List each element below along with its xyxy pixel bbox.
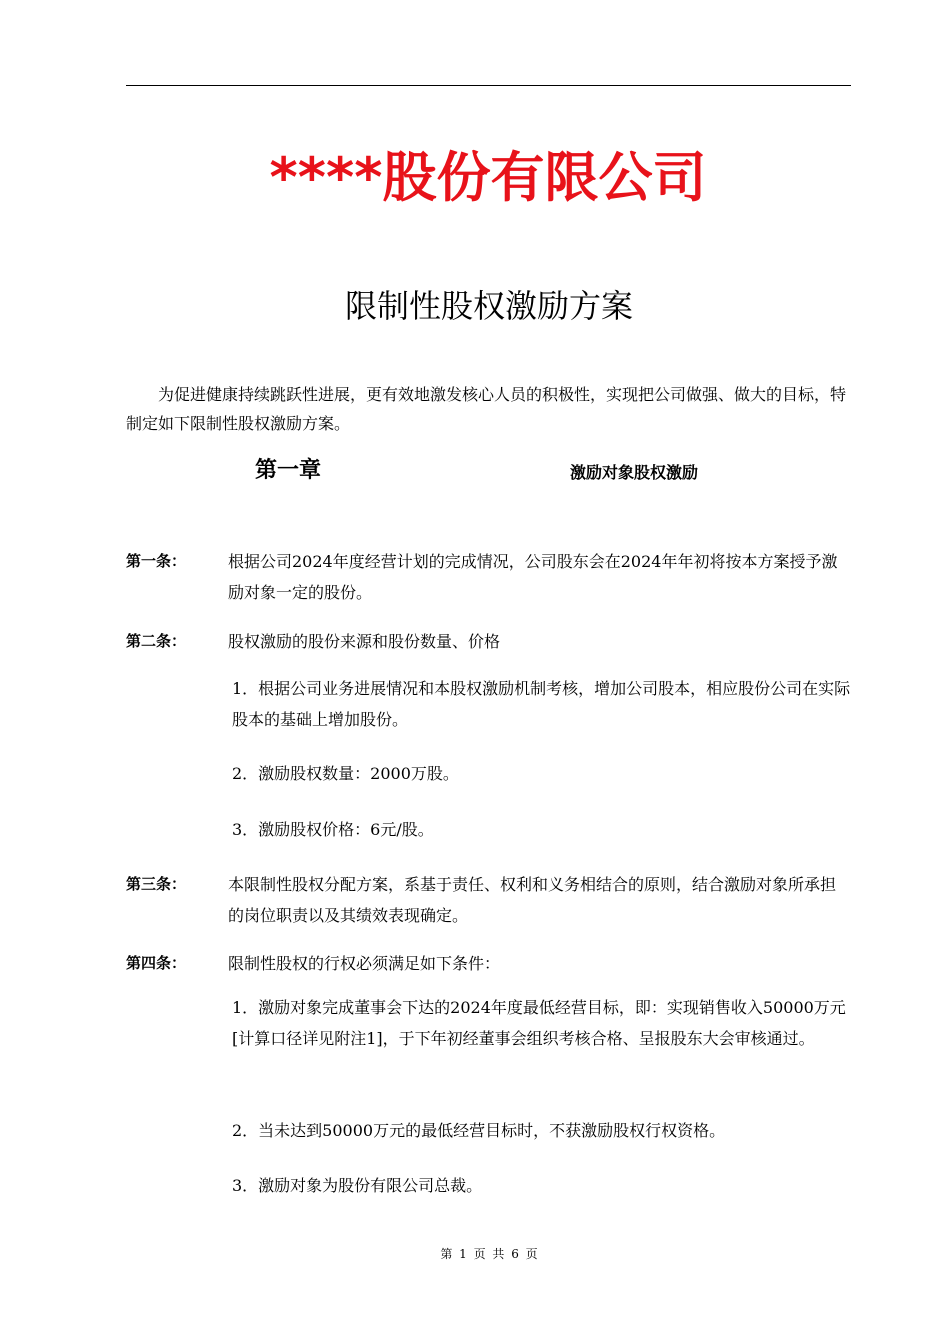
plan-title: 限制性股权激励方案 [344,287,633,325]
article-text: 限制性股权的行权必须满足如下条件： [228,954,501,973]
list-item: 3．激励对象为股份有限公司总裁。 [232,1176,483,1195]
article-text: 股权激励的股份来源和股份数量、价格 [228,632,501,651]
page-footer: 第 1 页 共 6 页 [440,1247,538,1261]
list-item: 1．激励对象完成董事会下达的2024年度最低经营目标，即：实现销售收入50000万元[计算口径详见附注1]，于下年初经董事会组织考核合格、呈报股东大会审核通过。 [232,998,846,1048]
company-name: ****股份有限公司 [269,146,707,209]
intro-paragraph: 为促进健康持续跳跃性进展，更有效地激发核心人员的积极性，实现把公司做强、做大的目标，特制定如下限制性股权激励方案。 [126,385,847,433]
article-text: 本限制性股权分配方案，系基于责任、权利和义务相结合的原则，结合激励对象所承担的岗位职责以及其绩效表现确定。 [228,875,837,925]
chapter-title: 激励对象股权激励 [570,463,699,482]
article-label: 第三条： [126,875,187,893]
article-label: 第二条： [126,632,187,650]
list-item: 3．激励股权价格：6元/股。 [232,820,434,839]
list-item: 2．当未达到50000万元的最低经营目标时，不获激励股权行权资格。 [232,1121,726,1140]
article-text: 根据公司2024年度经营计划的完成情况，公司股东会在2024年年初将按本方案授予激励对象一定的股份。 [228,552,838,602]
article-label: 第四条： [126,954,187,972]
chapter-number: 第一章 [255,458,322,483]
list-item: 2．激励股权数量：2000万股。 [232,764,459,783]
header-rule [126,85,851,86]
list-item: 1．根据公司业务进展情况和本股权激励机制考核，增加公司股本，相应股份公司在实际股本的基础上增加股份。 [232,679,851,729]
article-label: 第一条： [126,552,187,570]
